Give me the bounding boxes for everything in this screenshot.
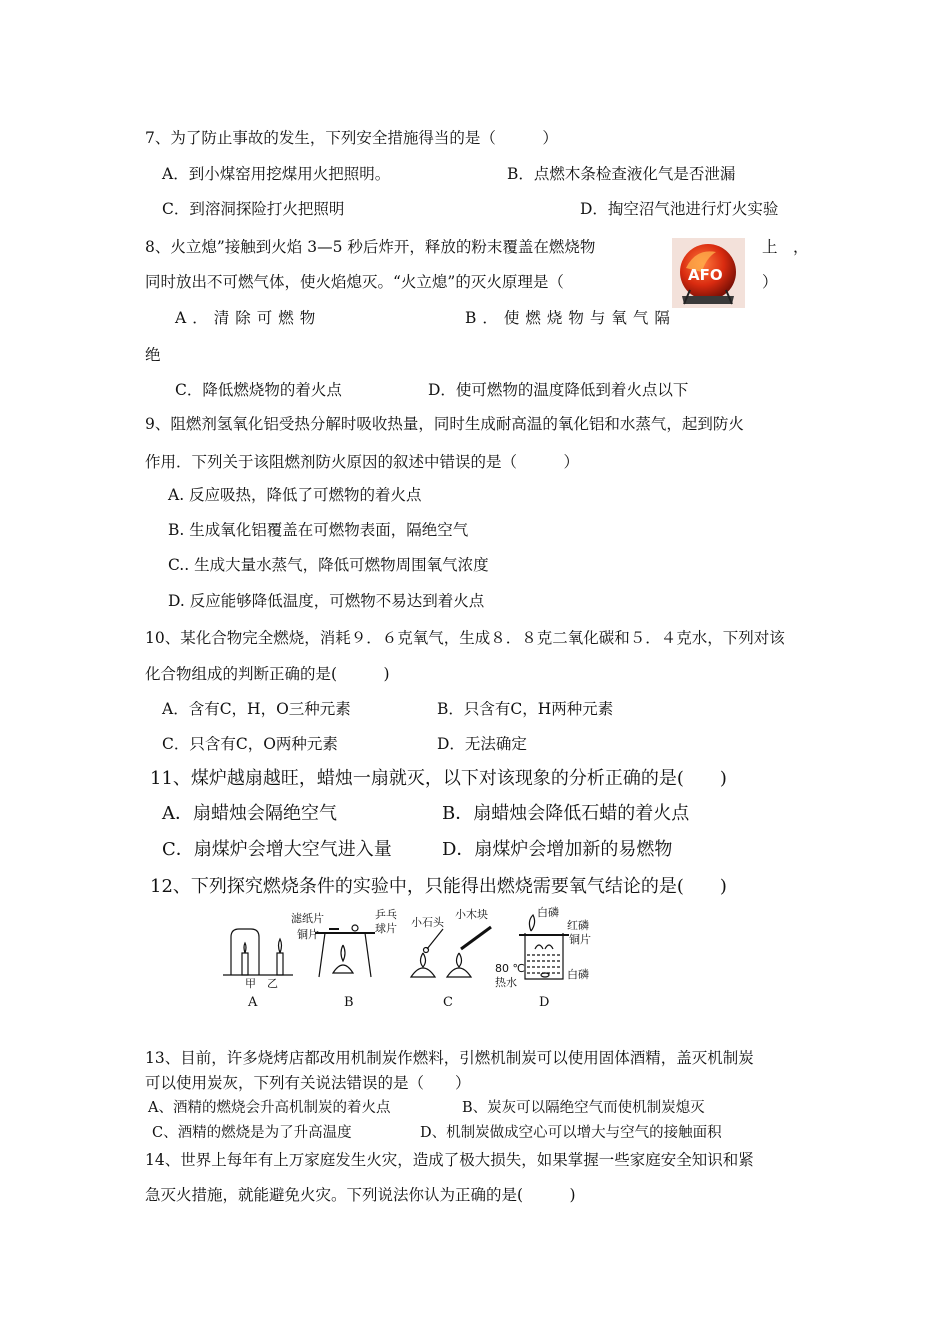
fig-d-label-red-p: 红磷 bbox=[567, 919, 589, 932]
q8-stem-line1-end: 上 ， bbox=[762, 238, 809, 256]
fig-a-caption: A bbox=[248, 995, 258, 1010]
fig-c-label-wood: 小木块 bbox=[455, 908, 488, 921]
fire-extinguisher-ball-image bbox=[672, 238, 745, 308]
q9-option-c: C.. 生成大量水蒸气，降低可燃物周围氧气浓度 bbox=[168, 556, 489, 574]
q10-option-b: B．只含有C，H两种元素 bbox=[437, 700, 614, 718]
q8-option-b-continued: 绝 bbox=[145, 346, 161, 364]
fig-d-label-white-p-top: 白磷 bbox=[537, 906, 559, 919]
q8-stem-line1: 8、火立熄”接触到火焰 3—5 秒后炸开，释放的粉末覆盖在燃烧物 bbox=[145, 238, 596, 256]
q13-option-b: B、炭灰可以隔绝空气而使机制炭熄灭 bbox=[462, 1100, 705, 1116]
q11-option-d: D．扇煤炉会增加新的易燃物 bbox=[442, 839, 673, 860]
fig-a-sub: 甲 乙 bbox=[245, 977, 278, 990]
fig-b-label-filter-paper: 滤纸片 bbox=[291, 912, 324, 925]
q8-stem-line2-end: ） bbox=[762, 273, 778, 291]
q13-stem-line2: 可以使用炭灰，下列有关说法错误的是（ ） bbox=[145, 1074, 471, 1092]
fig-c-caption: C bbox=[443, 995, 453, 1010]
q9-option-d: D. 反应能够降低温度，可燃物不易达到着火点 bbox=[168, 592, 485, 610]
q11-option-c: C．扇煤炉会增大空气进入量 bbox=[162, 839, 392, 860]
q8-option-a: A．清除可燃物 bbox=[175, 309, 322, 327]
q7-option-d: D．掏空沼气池进行灯火实验 bbox=[580, 200, 779, 218]
q10-option-c: C．只含有C，O两种元素 bbox=[162, 735, 338, 753]
fig-d-label-hot-water: 热水 bbox=[495, 976, 517, 989]
q13-option-a: A、酒精的燃烧会升高机制炭的着火点 bbox=[148, 1100, 391, 1116]
q11-option-a: A．扇蜡烛会隔绝空气 bbox=[162, 803, 337, 824]
fig-c-label-stone: 小石头 bbox=[411, 916, 444, 929]
q9-stem-line1: 9、阻燃剂氢氧化铝受热分解时吸收热量，同时生成耐高温的氧化铝和水蒸气，起到防火 bbox=[145, 415, 744, 433]
q8-option-c: C．降低燃烧物的着火点 bbox=[175, 381, 342, 399]
q12-stem: 12、下列探究燃烧条件的实验中，只能得出燃烧需要氧气结论的是( ) bbox=[150, 876, 727, 897]
q10-stem-line1: 10、某化合物完全燃烧，消耗９．６克氧气，生成８．８克二氧化碳和５．４克水，下列对该 bbox=[145, 629, 785, 647]
q14-stem-line1: 14、世界上每年有上万家庭发生火灾，造成了极大损失，如果掌握一些家庭安全知识和紧 bbox=[145, 1151, 754, 1169]
q10-option-d: D．无法确定 bbox=[437, 735, 527, 753]
fig-d-caption: D bbox=[539, 995, 550, 1010]
q8-option-d: D．使可燃物的温度降低到着火点以下 bbox=[428, 381, 689, 399]
q7-stem: 7、为了防止事故的发生，下列安全措施得当的是（ ） bbox=[145, 129, 558, 147]
fig-d-label-temp: 80 ℃ bbox=[495, 962, 525, 975]
q9-option-a: A. 反应吸热，降低了可燃物的着火点 bbox=[168, 486, 422, 504]
q14-stem-line2: 急灭火措施，就能避免火灾。下列说法你认为正确的是( ) bbox=[145, 1186, 576, 1204]
q11-option-b: B．扇蜡烛会降低石蜡的着火点 bbox=[442, 803, 690, 824]
fig-b-label-pingpong: 乒乓 bbox=[375, 908, 397, 921]
ball-logo-text: AFO bbox=[688, 266, 723, 284]
q13-stem-line1: 13、目前，许多烧烤店都改用机制炭作燃料，引燃机制炭可以使用固体酒精，盖灭机制炭 bbox=[145, 1049, 754, 1067]
fig-d-label-copper: 铜片 bbox=[569, 933, 591, 946]
q8-option-b: B．使燃烧物与氧气隔 bbox=[465, 309, 676, 327]
q10-option-a: A．含有C，H，O三种元素 bbox=[162, 700, 351, 718]
fig-b-label-copper: 铜片 bbox=[297, 928, 319, 941]
q13-option-d: D、机制炭做成空心可以增大与空气的接触面积 bbox=[420, 1125, 722, 1141]
q9-option-b: B. 生成氧化铝覆盖在可燃物表面，隔绝空气 bbox=[168, 521, 469, 539]
fig-b-label-pingpong-piece: 球片 bbox=[375, 922, 397, 935]
fig-b-caption: B bbox=[344, 995, 354, 1010]
q7-option-b: B．点燃木条检查液化气是否泄漏 bbox=[507, 165, 736, 183]
q7-option-c: C．到溶洞探险打火把照明 bbox=[162, 200, 345, 218]
q7-option-a: A．到小煤窑用挖煤用火把照明。 bbox=[162, 165, 391, 183]
q13-option-c: C、酒精的燃烧是为了升高温度 bbox=[152, 1125, 352, 1141]
q11-stem: 11、煤炉越扇越旺，蜡烛一扇就灭，以下对该现象的分析正确的是( ) bbox=[150, 768, 727, 789]
q12-experiment-figure bbox=[215, 905, 615, 1015]
q9-stem-line2: 作用．下列关于该阻燃剂防火原因的叙述中错误的是（ ） bbox=[145, 453, 580, 471]
q8-stem-line2: 同时放出不可燃气体，使火焰熄灭。“火立熄”的灭火原理是（ bbox=[145, 273, 564, 291]
fig-d-label-white-p-bottom: 白磷 bbox=[567, 968, 589, 981]
q10-stem-line2: 化合物组成的判断正确的是( ) bbox=[145, 665, 390, 683]
